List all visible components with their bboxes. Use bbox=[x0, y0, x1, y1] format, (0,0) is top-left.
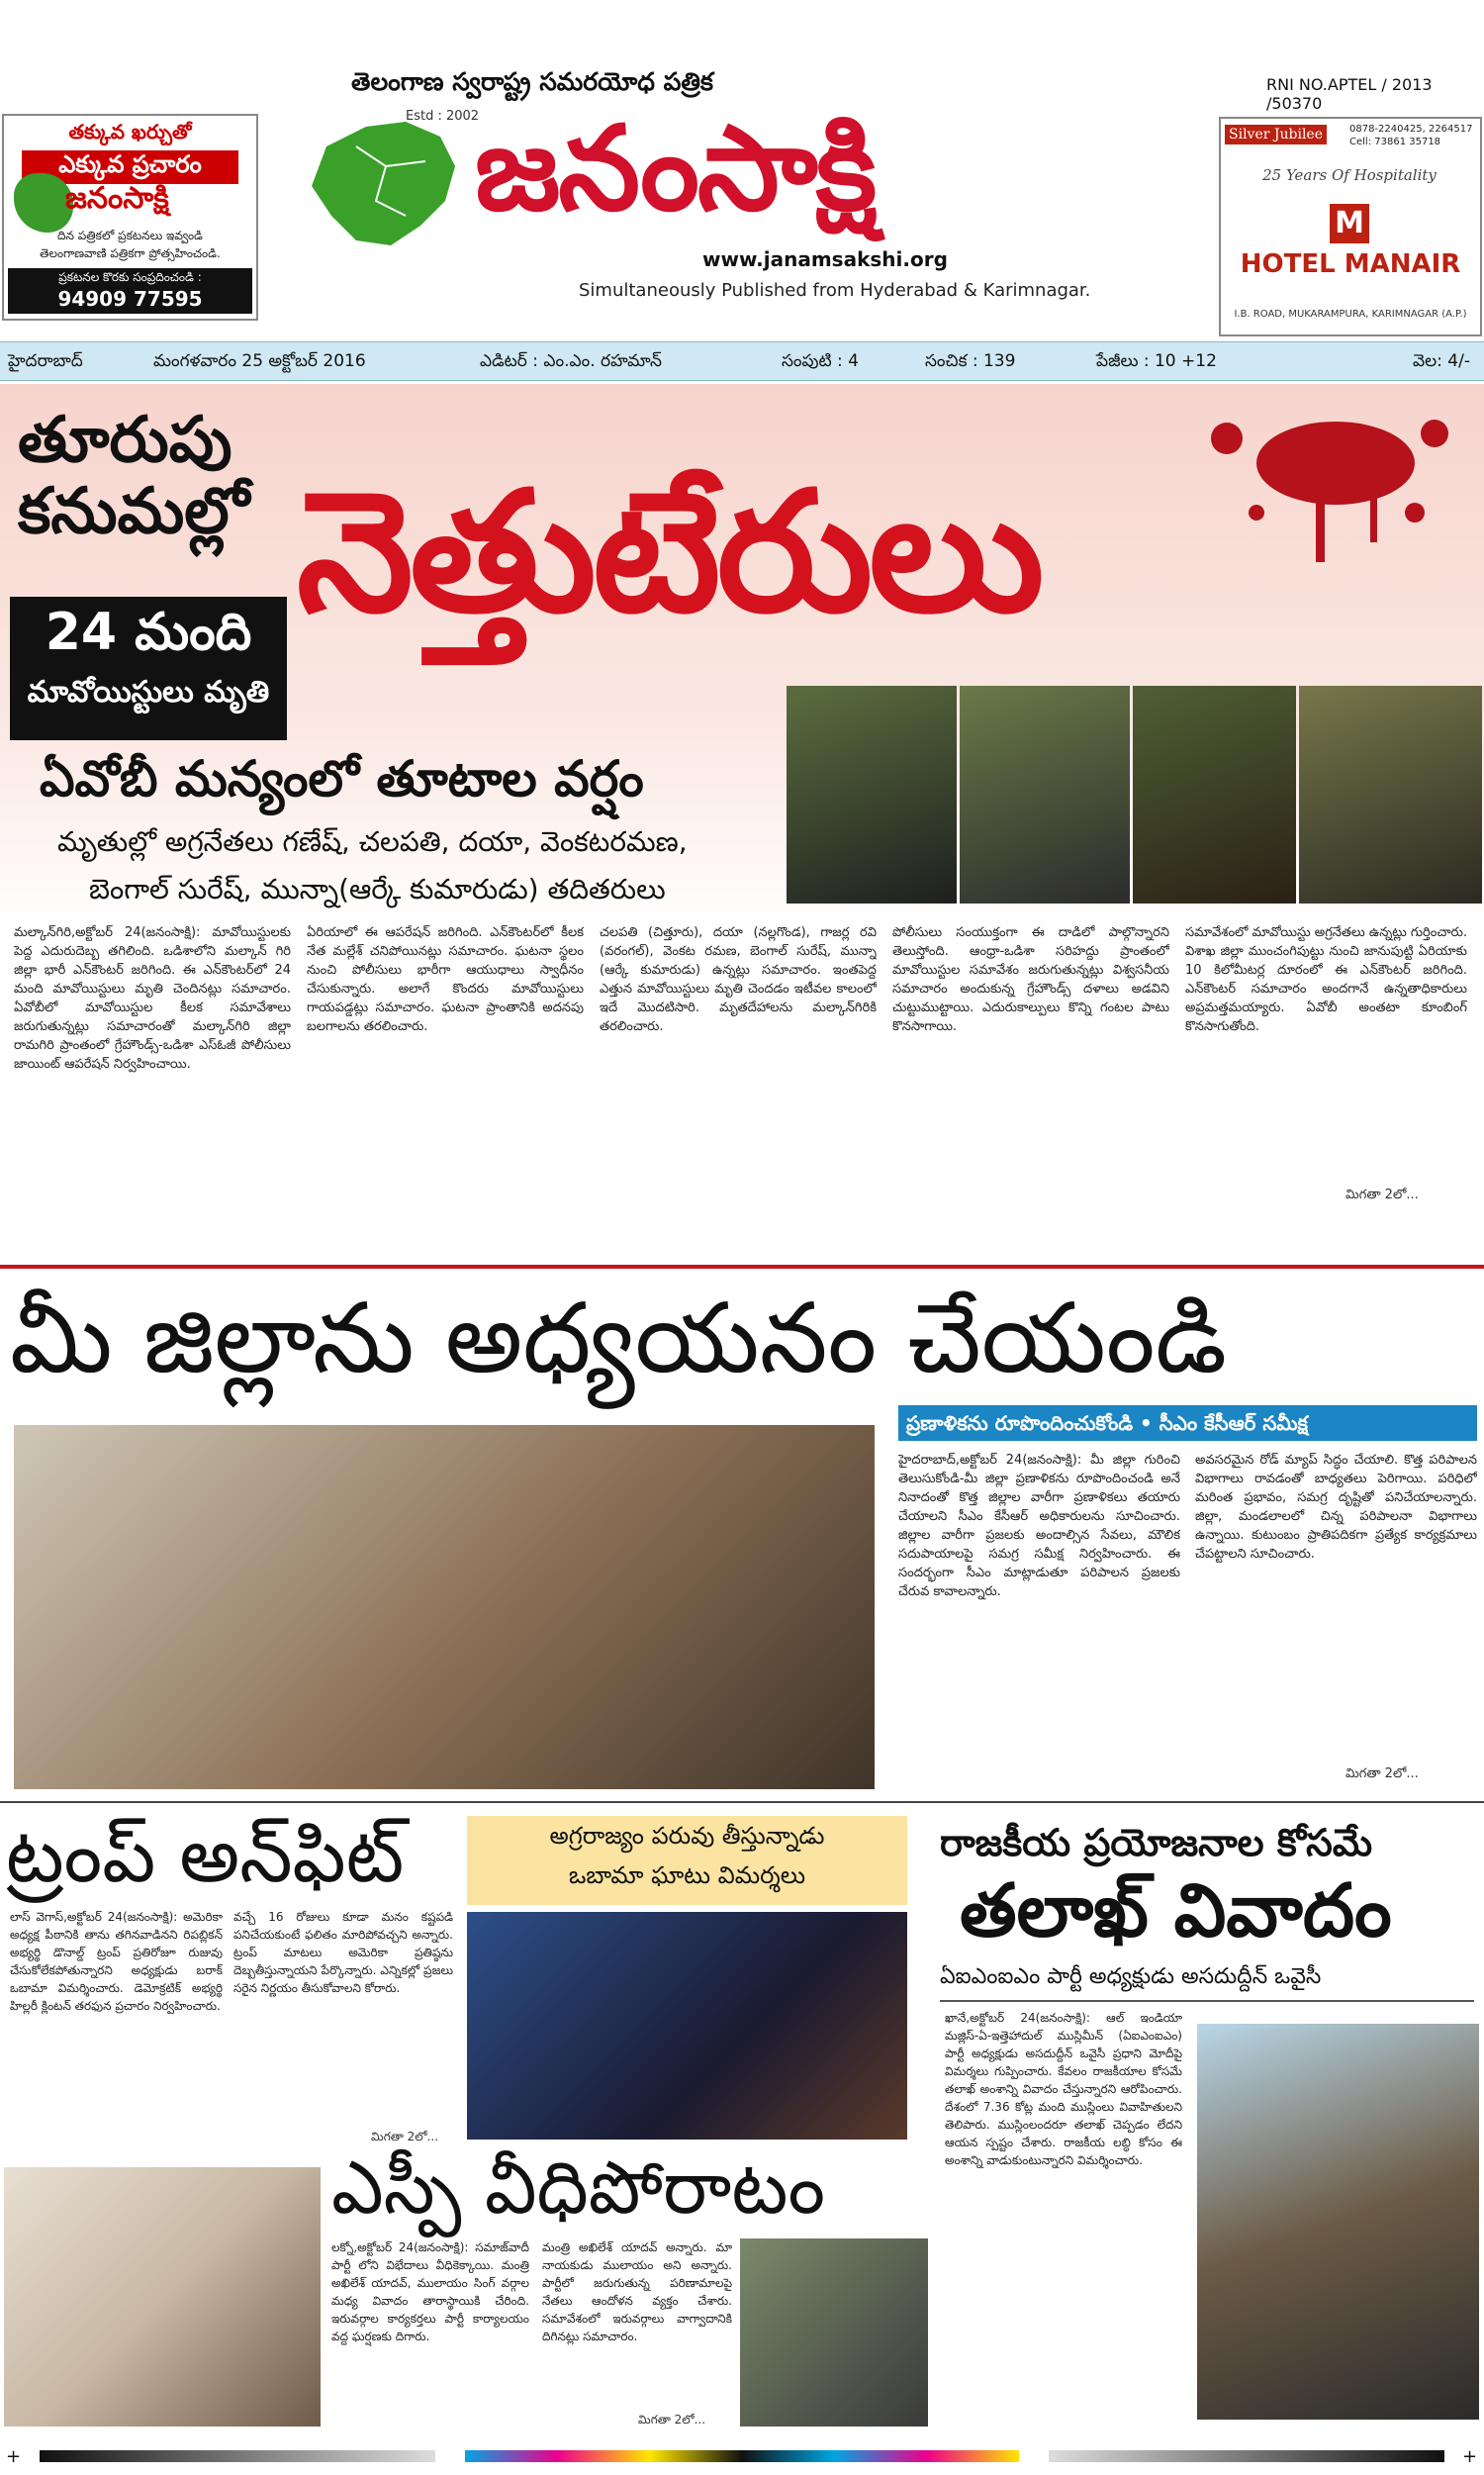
rni-number: RNI NO.APTEL / 2013 /50370 bbox=[1266, 75, 1433, 113]
lead-continued: మిగతా 2లో... bbox=[1345, 1188, 1419, 1202]
left-ad-phone: 94909 77595 bbox=[57, 287, 203, 311]
death-count-sub: మావోయిస్టులు మృతి bbox=[27, 675, 270, 710]
district-divider bbox=[0, 1801, 1484, 1803]
trump-continued: మిగతా 2లో... bbox=[371, 2130, 439, 2143]
telangana-map-logo bbox=[297, 107, 475, 265]
right-ad-badge: Silver Jubilee bbox=[1225, 125, 1327, 144]
trump-column-1: లాస్ వెగాస్,అక్టోబర్ 24(జనంసాక్షి): అమెరికా అధ్యక్ష పీఠానికి తాను తగినవాడినని రిపబ్లికన్ అభ్యర్థి డొనాల్డ్ ట్రంప్ ప్రతిరోజూ రుజువు చేసుకోలేకపోతున్నారని అధ్యక్షుడు బరాక్ ఒబామా విమర్శించారు. డెమోక్రటిక్ అభ్యర్థి హిల్లరీ క్లింటన్ తరఫున ప్రచారం నిర్వహించారు. bbox=[10, 1910, 223, 2013]
left-ad-contact-label: ప్రకటనల కొరకు సంప్రదించండి : bbox=[58, 270, 202, 284]
published-from: Simultaneously Published from Hyderabad & Karimnagar. bbox=[579, 280, 1091, 301]
talaq-strap: రాజకీయ ప్రయోజనాల కోసమే bbox=[940, 1821, 1373, 1864]
lead-kicker-2: కనుమల్లో bbox=[18, 475, 250, 548]
lead-deck-2: బెంగాల్ సురేష్, మున్నా(ఆర్కే కుమారుడు) తదితరులు bbox=[89, 873, 666, 905]
trump-strap-1: అగ్రరాజ్యం పరువు తీస్తున్నాడు bbox=[549, 1822, 825, 1850]
district-column-1: హైదరాబాద్,అక్టోబర్ 24(జనంసాక్షి): మీ జిల్లా గురించి తెలుసుకోండి-మీ జిల్లా ప్రణాళికను రూపొందించండి అనే నినాదంతో కొత్త జిల్లాల వారీగా ప్రణాళికలు తయారు చేయాలని సీఎం కేసీఆర్ అధికారులను సూచించారు. జిల్లాల వారీగా ప్రజలకు అందాల్సిన సేవలు, మౌలిక సదుపాయాలపై సమగ్ర సమీక్ష నిర్వహించారు. ఈ సందర్భంగా సీఎం మాట్లాడుతూ పరిపాలన ప్రజలకు చేరువ కావాలన్నారు. bbox=[898, 1453, 1180, 1599]
lead-photo-1 bbox=[787, 686, 957, 904]
tagline: తెలంగాణ స్వరాష్ట్ర సమరయోధ పత్రిక bbox=[351, 67, 713, 96]
trump-strap-2: ఒబామా ఘాటు విమర్శలు bbox=[568, 1861, 806, 1889]
left-ad-line1: తక్కువ ఖర్చుతో bbox=[68, 120, 192, 143]
info-date: మంగళవారం 25 అక్టోబర్ 2016 bbox=[153, 351, 366, 371]
registration-mark-icon: + bbox=[6, 2446, 22, 2467]
color-bar-center bbox=[465, 2450, 1019, 2462]
registration-mark-right-icon: + bbox=[1462, 2446, 1478, 2467]
right-ad-years: 25 Years Of Hospitality bbox=[1262, 166, 1437, 184]
trump-headline: ట్రంప్ అన్‌ఫిట్ bbox=[6, 1811, 405, 1899]
obama-photo bbox=[467, 1912, 907, 2140]
right-ad-address: I.B. ROAD, MUKARAMPURA, KARIMNAGAR (A.P.) bbox=[1234, 309, 1467, 320]
right-ad-phone: 0878-2240425, 2264517 Cell: 73861 35718 bbox=[1349, 124, 1473, 147]
sp-column-1: లక్నో,అక్టోబర్ 24(జనంసాక్షి): సమాజ్‌వాదీ పార్టీ లోని విభేదాలు వీధికెక్కాయి. మంత్రి అఖిలేశ్ యాదవ్, ములాయం సింగ్ వర్గాల మధ్య వివాదం తారాస్థాయికి చేరింది. ఇరువర్గాల కార్యకర్తలు పార్టీ కార్యాలయం వద్ద ఘర్షణకు దిగారు. bbox=[331, 2240, 529, 2343]
estd: Estd : 2002 bbox=[406, 109, 480, 124]
lead-photo-3 bbox=[1133, 686, 1296, 904]
lead-subhead: ఏవోబీ మన్యంలో తూటాల వర్షం bbox=[40, 750, 644, 808]
masthead bbox=[0, 0, 1484, 336]
lead-column-3: చలపతి (చిత్తూరు), దయా (నల్లగొండ), గాజర్ల రవి (వరంగల్), వెంకట రమణ, బెంగాల్ సురేష్, మున్నా (ఆర్కే కుమారుడు) ఉన్నట్లు సమాచారం. ఇంతపెద్ద ఎత్తున మావోయిస్టులు మృతి చెందడం ఇటీవల కాలంలో ఇదే మొదటిసారి. మృతదేహాలను మల్కాన్‌గిరికి తరలించారు. bbox=[600, 925, 877, 1034]
lead-deck-1: మృతుల్లో అగ్రనేతలు గణేష్, చలపతి, దయా, వెంకటరమణ, bbox=[57, 825, 688, 858]
left-ad bbox=[2, 114, 258, 321]
lead-photo-2 bbox=[960, 686, 1130, 904]
sp-leaders-photo bbox=[4, 2167, 321, 2427]
lead-column-1: మల్కాన్‌గిరి,అక్టోబర్ 24(జనంసాక్షి): మావోయిస్టులకు పెద్ద ఎదురుదెబ్బ తగిలింది. ఒడిశాలోని మల్కాన్ గిరి జిల్లా భారీ ఎన్‌కౌంటర్ జరిగింది. ఈ ఎన్‌కౌంటర్‌లో 24 మంది మావోయిస్టులు మృతి చెందినట్లు సమాచారం. ఏవోబీలో మావోయిస్టుల కీలక సమావేశాలు జరుగుతున్నట్లు సమాచారంతో మల్కాన్‌గిరి జిల్లా రామగిరి ప్రాంతంలో గ్రేహౌండ్స్-ఒడిశా ఎస్‌ఓజీ పోలీసులు జాయింట్ ఆపరేషన్ నిర్వహించాయి. bbox=[14, 925, 291, 1072]
info-editor: ఎడిటర్ : ఎం.ఎం. రహమాన్ bbox=[480, 351, 662, 371]
death-count-box bbox=[10, 597, 287, 740]
sp-column-2: మంత్రి అఖిలేశ్ యాదవ్ అన్నారు. మా నాయకుడు ములాయం అని అన్నారు. పార్టీలో జరుగుతున్న పరిణామాలపై నేతలు ఆందోళన వ్యక్తం చేశారు. సమావేశంలో ఇరువర్గాలు వాగ్వాదానికి దిగినట్లు సమాచారం. bbox=[542, 2240, 732, 2343]
district-continued: మిగతా 2లో... bbox=[1345, 1766, 1419, 1781]
lead-kicker-1: తూరుపు bbox=[18, 404, 232, 477]
left-ad-brand: జనంసాక్షి bbox=[65, 181, 169, 216]
info-price: వెల: 4/- bbox=[1413, 351, 1470, 371]
left-ad-contact-box bbox=[8, 268, 252, 314]
hotel-logo-icon: M bbox=[1330, 204, 1369, 243]
info-pages: పేజీలు : 10 +12 bbox=[1096, 351, 1217, 371]
right-ad bbox=[1219, 117, 1482, 336]
left-ad-line3: దిన పత్రికలో ప్రకటనలు ఇవ్వండి bbox=[57, 229, 203, 242]
sp-continued: మిగతా 2లో... bbox=[638, 2413, 706, 2427]
right-ad-name: HOTEL MANAIR bbox=[1240, 249, 1461, 279]
color-bar-right bbox=[1049, 2450, 1444, 2462]
lead-headline: నెత్తుటేరులు bbox=[297, 455, 1041, 649]
info-city: హైదరాబాద్ bbox=[8, 351, 83, 371]
left-ad-line4: తెలంగాణవాణి పత్రికగా ప్రోత్సహించండి. bbox=[40, 246, 221, 260]
blood-splatter-icon bbox=[1167, 394, 1474, 582]
district-column-2: అవసరమైన రోడ్ మ్యాప్ సిద్ధం చేయాలి. కొత్త పరిపాలన విభాగాలు రావడంతో బాధ్యతలు పెరిగాయి. పరిధిలో మరింత ప్రభావం, సమగ్ర దృష్టితో పనిచేయాలన్నారు. జిల్లా, మండలాలలో చిన్న పరిపాలనా విభాగాలు ఉన్నాయి. కుటుంబం ప్రాతిపదికగా ప్రత్యేక కార్యక్రమాలు చేపట్టాలని సూచించారు. bbox=[1195, 1453, 1477, 1562]
sp-headline: ఎస్పీ వీధిపోరాటం bbox=[331, 2145, 826, 2231]
talaq-headline: తలాఖ్ వివాదం bbox=[960, 1868, 1392, 1953]
trump-strap-box bbox=[467, 1816, 907, 1905]
lead-story bbox=[0, 384, 1484, 1265]
info-volume: సంపుటి : 4 bbox=[782, 351, 859, 371]
district-strap: ప్రణాళికను రూపొందించుకోండి • సీఎం కేసీఆర్ సమీక్ష bbox=[898, 1405, 1477, 1441]
color-bar-left bbox=[40, 2450, 435, 2462]
trump-column-2: వచ్చే 16 రోజులు కూడా మనం కష్టపడి పనిచేయకుంటే ఫలితం మారిపోవచ్చని అన్నారు. ట్రంప్ మాటలు అమెరికా ప్రతిష్ఠను దెబ్బతీస్తున్నాయని పేర్కొన్నారు. ఎన్నికల్లో ప్రజలు సరైన నిర్ణయం తీసుకోవాలని కోరారు. bbox=[233, 1910, 453, 1995]
lead-column-2: ఏరియాలో ఈ ఆపరేషన్ జరిగింది. ఎన్‌కౌంటర్‌లో కీలక నేత మల్లేశ్ చనిపోయినట్లు సమాచారం. ఘటనా స్థలం నుంచి పోలీసులు భారీగా ఆయుధాలు స్వాధీనం చేసుకున్నారు. అలాగే కొందరు మావోయిస్టులు గాయపడ్డట్లు సమాచారం. ఘటనా ప్రాంతానికి అదనపు బలగాలను తరలించారు. bbox=[307, 925, 584, 1034]
district-headline: మీ జిల్లాను అధ్యయనం చేయండి bbox=[10, 1283, 1228, 1395]
talaq-column: ఖానే,అక్టోబర్ 24(జనంసాక్షి): ఆల్ ఇండియా మజ్లిస్-ఏ-ఇత్తెహాదుల్ ముస్లిమీన్ (ఏఐఎంఐఎం) పార్టీ అధ్యక్షుడు అసదుద్దీన్ ఒవైసీ ప్రధాని మోదీపై విమర్శలు గుప్పించారు. కేవలం రాజకీయాల కోసమే తలాఖ్ అంశాన్ని వివాదం చేస్తున్నారని ఆరోపించారు. దేశంలో 7.36 కోట్ల మంది ముస్లింలు వివాహితులని తెలిపారు. ముస్లింలందరూ తలాఖ్ చెప్పడం లేదని ఆయన స్పష్టం చేశారు. రాజకీయ లబ్ధి కోసం ఈ అంశాన్ని వాడుకుంటున్నారని విమర్శించారు. bbox=[945, 2011, 1182, 2167]
lead-column-5: సమావేశంలో మావోయిస్టు అగ్రనేతలు ఉన్నట్లు గుర్తించారు. విశాఖ జిల్లా ముంచంగిపుట్టు నుంచి జానుపుట్టి ఏరియాకు 10 కిలోమీటర్ల దూరంలో ఈ ఎన్‌కౌంటర్ జరిగింది. ఎన్‌కౌంటర్ సమాచారం అందగానే ఉన్నతాధికారులు అప్రమత్తమయ్యారు. ఏవోబీ అంతటా కూంబింగ్ కొనసాగుతోంది. bbox=[1185, 925, 1467, 1034]
info-bar bbox=[0, 341, 1484, 381]
lead-divider bbox=[0, 1265, 1484, 1269]
info-issue: సంచిక : 139 bbox=[925, 351, 1016, 371]
district-photo bbox=[14, 1425, 875, 1789]
lead-column-4: పోలీసులు సంయుక్తంగా ఈ దాడిలో పాల్గొన్నారని తెలుస్తోంది. ఆంధ్రా-ఒడిశా సరిహద్దు ప్రాంతంలో మావోయిస్టుల సమావేశం జరుగుతున్నట్లు విశ్వసనీయ సమాచారం అందుకున్న గ్రేహౌండ్స్ దళాలు అడవిని చుట్టుముట్టాయి. ఎదురుకాల్పులు కొన్ని గంటల పాటు కొనసాగాయి. bbox=[892, 925, 1169, 1034]
telangana-map-icon bbox=[14, 173, 73, 233]
registration-strip bbox=[0, 2444, 1484, 2468]
talaq-sub: ఏఐఎంఐఎం పార్టీ అధ్యక్షుడు అసదుద్దీన్ ఒవైసీ bbox=[940, 1964, 1474, 2002]
death-count: 24 మంది bbox=[45, 603, 252, 662]
paper-name: జనంసాక్షి bbox=[475, 100, 876, 237]
website: www.janamsakshi.org bbox=[702, 247, 948, 271]
lead-photo-4 bbox=[1299, 686, 1482, 904]
left-ad-line2: ఎక్కువ ప్రచారం bbox=[22, 150, 238, 184]
sp-clash-photo bbox=[740, 2238, 928, 2427]
owaisi-photo bbox=[1197, 2024, 1479, 2420]
